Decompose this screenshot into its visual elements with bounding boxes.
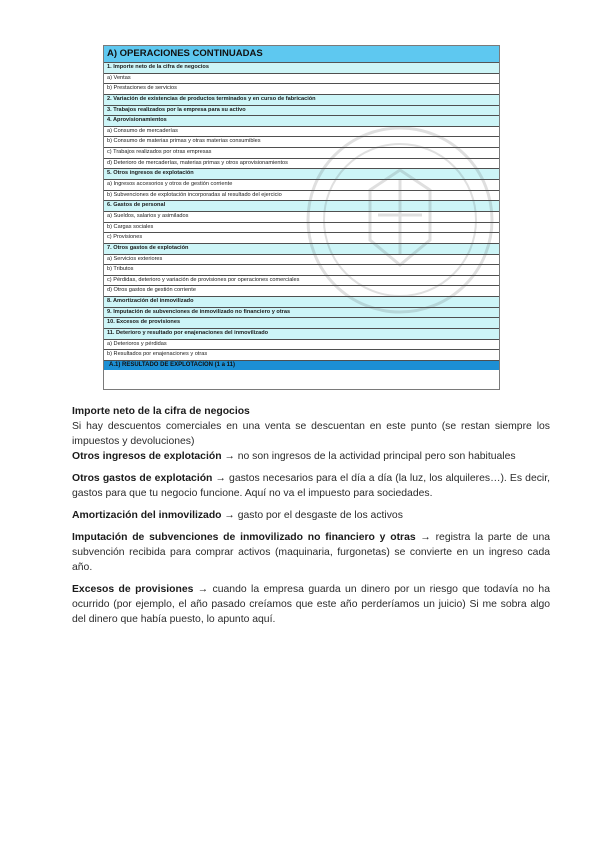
note-paragraph	[72, 449, 550, 464]
table-row: 10. Excesos de provisiones	[104, 318, 499, 329]
note-title: Importe neto de la cifra de negocios	[72, 406, 250, 417]
note-text: → registra la parte de una subvención recibida para comprar activos (maquinaria, furgonetas) se convierte en un ingreso cada año.	[72, 532, 551, 573]
note-title: Excesos de provisiones	[72, 584, 194, 595]
table-row: d) Otros gastos de gestión corriente	[104, 286, 499, 297]
note-paragraph	[72, 471, 550, 501]
note-text: → no son ingresos de la actividad principal pero son habituales	[224, 451, 516, 462]
table-row: 5. Otros ingresos de explotación	[104, 169, 499, 180]
table-row: 4. Aprovisionamientos	[104, 116, 499, 127]
table-row: 2. Variación de existencias de productos terminados y en curso de fabricación	[104, 95, 499, 106]
note-title: Imputación de subvenciones de inmovilizado no financiero y otras	[72, 532, 416, 543]
note-text: Si hay descuentos comerciales en una venta se descuentan en este punto (se restan siempre los impuestos y devoluciones)	[72, 421, 550, 447]
table-row: 7. Otros gastos de explotación	[104, 244, 499, 255]
table-row: b) Prestaciones de servicios	[104, 84, 499, 95]
note-paragraph	[72, 530, 550, 575]
table-row: 8. Amortización del inmovilizado	[104, 297, 499, 308]
table-row: b) Cargas sociales	[104, 223, 499, 234]
table-row: b) Resultados por enajenaciones y otras	[104, 350, 499, 361]
table-row: b) Subvenciones de explotación incorporadas al resultado del ejercicio	[104, 191, 499, 202]
table-row: a) Sueldos, salarios y asimilados	[104, 212, 499, 223]
table-row: b) Consumo de materias primas y otras materias consumibles	[104, 137, 499, 148]
table-row: a) Ingresos accesorios y otros de gestión corriente	[104, 180, 499, 191]
note-paragraph	[72, 582, 550, 627]
note-title: Otros gastos de explotación	[72, 473, 213, 484]
note-paragraph	[72, 404, 550, 449]
note-title: Otros ingresos de explotación	[72, 451, 222, 462]
table-row: 6. Gastos de personal	[104, 201, 499, 212]
note-paragraph	[72, 508, 550, 523]
table-row: a) Ventas	[104, 74, 499, 85]
table-row: c) Provisiones	[104, 233, 499, 244]
table-row: a) Deterioros y pérdidas	[104, 340, 499, 351]
table-row: b) Tributos	[104, 265, 499, 276]
table-row: a) Servicios exteriores	[104, 255, 499, 266]
table-row: a) Consumo de mercaderías	[104, 127, 499, 138]
table-row: c) Trabajos realizados por otras empresas	[104, 148, 499, 159]
income-statement-table	[103, 45, 500, 390]
table-rows	[104, 63, 499, 361]
note-text: → gasto por el desgaste de los activos	[224, 510, 403, 521]
table-row: 1. Importe neto de la cifra de negocios	[104, 63, 499, 74]
table-row: c) Pérdidas, deterioro y variación de provisiones por operaciones comerciales	[104, 276, 499, 287]
table-row: d) Deterioro de mercaderías, materias primas y otros aprovisionamientos	[104, 159, 499, 170]
notes-section	[72, 404, 550, 634]
note-text: → cuando la empresa guarda un dinero por un riesgo que todavía no ha ocurrido (por ejemplo, el año pasado creíamos que este año perderíamos un juicio) Si me sobra algo del dinero que había puesto, lo apunto aquí.	[72, 584, 550, 625]
table-footer-total: A.1) RESULTADO DE EXPLOTACIÓN (1 a 11)	[104, 361, 499, 370]
table-header: A) OPERACIONES CONTINUADAS	[104, 46, 499, 63]
table-row: 9. Imputación de subvenciones de inmovilizado no financiero y otras	[104, 308, 499, 319]
note-title: Amortización del inmovilizado	[72, 510, 222, 521]
table-row: 3. Trabajos realizados por la empresa para su activo	[104, 106, 499, 117]
note-text: → gastos necesarios para el día a día (la luz, los alquileres…). Es decir, gastos para que tu negocio funcione. Aquí no va el impuesto para sociedades.	[72, 473, 551, 499]
table-row: 11. Deterioro y resultado por enajenaciones del inmovilizado	[104, 329, 499, 340]
